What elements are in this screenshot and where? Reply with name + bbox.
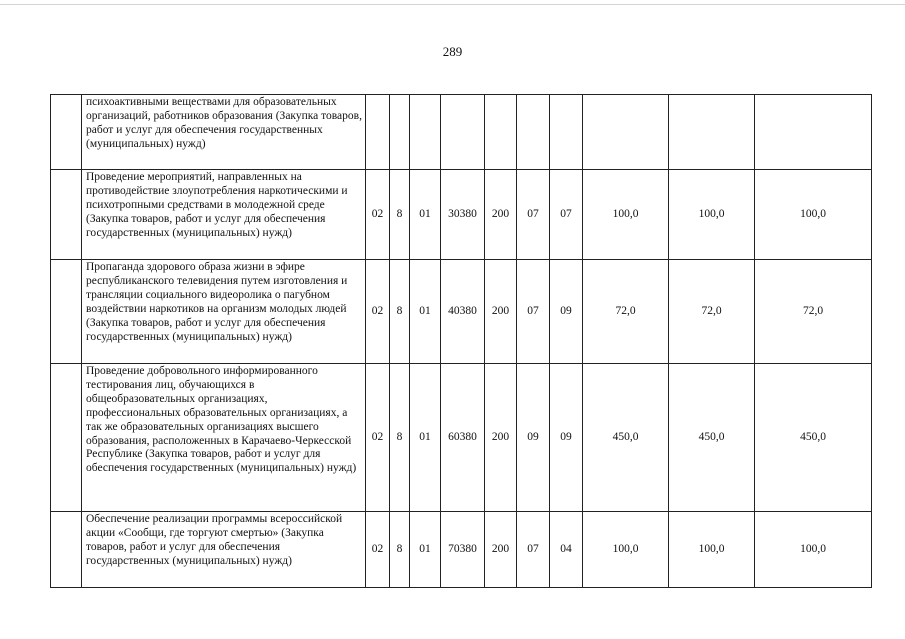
code-cell-c6: 09 (517, 364, 550, 512)
row-number-cell (51, 170, 82, 260)
code-cell-c2 (390, 95, 410, 170)
amount-cell-y2: 72,0 (669, 260, 755, 364)
code-cell-c2: 8 (390, 260, 410, 364)
code-cell-c1: 02 (366, 170, 390, 260)
amount-cell-y3: 72,0 (755, 260, 872, 364)
code-cell-c1: 02 (366, 364, 390, 512)
amount-cell-y1: 100,0 (583, 170, 669, 260)
row-description: Пропаганда здорового образа жизни в эфире республиканского телевидения путем изготовления и трансляции социального видеоролика о пагубном воздействии наркотиков на организм молодых людей (Закупка товаров, работ и услуг для обеспечения государственных (муниципальных) нужд) (82, 260, 366, 364)
budget-table (50, 94, 872, 588)
code-cell-c5: 200 (485, 512, 517, 588)
code-cell-c3: 01 (410, 364, 441, 512)
code-cell-c1: 02 (366, 260, 390, 364)
code-cell-c4: 30380 (441, 170, 485, 260)
code-cell-c7 (550, 95, 583, 170)
row-number-cell (51, 260, 82, 364)
code-cell-c2: 8 (390, 512, 410, 588)
code-cell-c7: 09 (550, 364, 583, 512)
amount-cell-y3: 100,0 (755, 170, 872, 260)
amount-cell-y2: 450,0 (669, 364, 755, 512)
code-cell-c4: 60380 (441, 364, 485, 512)
amount-cell-y3: 450,0 (755, 364, 872, 512)
code-cell-c2: 8 (390, 364, 410, 512)
code-cell-c2: 8 (390, 170, 410, 260)
table-row (51, 260, 872, 364)
amount-cell-y2: 100,0 (669, 170, 755, 260)
amount-cell-y1: 450,0 (583, 364, 669, 512)
code-cell-c7: 07 (550, 170, 583, 260)
code-cell-c6: 07 (517, 260, 550, 364)
row-description: Проведение добровольного информированного тестирования лиц, обучающихся в общеобразовательных организациях, профессиональных образовательных организациях, а так же образовательных организациях высшего образования, расположенных в Карачаево-Черкесской Республике (Закупка товаров, работ и услуг для обеспечения государственных (муниципальных) нужд) (82, 364, 366, 512)
code-cell-c1 (366, 95, 390, 170)
code-cell-c7: 09 (550, 260, 583, 364)
page-top-rule (0, 4, 905, 5)
code-cell-c4 (441, 95, 485, 170)
amount-cell-y1: 100,0 (583, 512, 669, 588)
code-cell-c5: 200 (485, 260, 517, 364)
code-cell-c5: 200 (485, 364, 517, 512)
amount-cell-y1: 72,0 (583, 260, 669, 364)
code-cell-c6 (517, 95, 550, 170)
table-row (51, 364, 872, 512)
row-description: Обеспечение реализации программы всероссийской акции «Сообщи, где торгуют смертью» (Закупка товаров, работ и услуг для обеспечения государственных (муниципальных) нужд) (82, 512, 366, 588)
amount-cell-y3: 100,0 (755, 512, 872, 588)
amount-cell-y2: 100,0 (669, 512, 755, 588)
code-cell-c6: 07 (517, 170, 550, 260)
code-cell-c4: 70380 (441, 512, 485, 588)
code-cell-c3: 01 (410, 170, 441, 260)
code-cell-c4: 40380 (441, 260, 485, 364)
row-description: Проведение мероприятий, направленных на противодействие злоупотребления наркотическими и психотропными средствами в молодежной среде (Закупка товаров, работ и услуг для обеспечения государственных (муниципальных) нужд) (82, 170, 366, 260)
code-cell-c3: 01 (410, 512, 441, 588)
row-number-cell (51, 512, 82, 588)
amount-cell-y3 (755, 95, 872, 170)
table-row (51, 170, 872, 260)
code-cell-c5 (485, 95, 517, 170)
row-description: психоактивными веществами для образовательных организаций, работников образования (Закупка товаров, работ и услуг для обеспечения государственных (муниципальных) нужд) (82, 95, 366, 170)
code-cell-c1: 02 (366, 512, 390, 588)
code-cell-c3: 01 (410, 260, 441, 364)
code-cell-c3 (410, 95, 441, 170)
table-row (51, 512, 872, 588)
amount-cell-y2 (669, 95, 755, 170)
code-cell-c6: 07 (517, 512, 550, 588)
code-cell-c5: 200 (485, 170, 517, 260)
page-number: 289 (442, 44, 463, 59)
row-number-cell (51, 95, 82, 170)
code-cell-c7: 04 (550, 512, 583, 588)
row-number-cell (51, 364, 82, 512)
table-row (51, 95, 872, 170)
amount-cell-y1 (583, 95, 669, 170)
